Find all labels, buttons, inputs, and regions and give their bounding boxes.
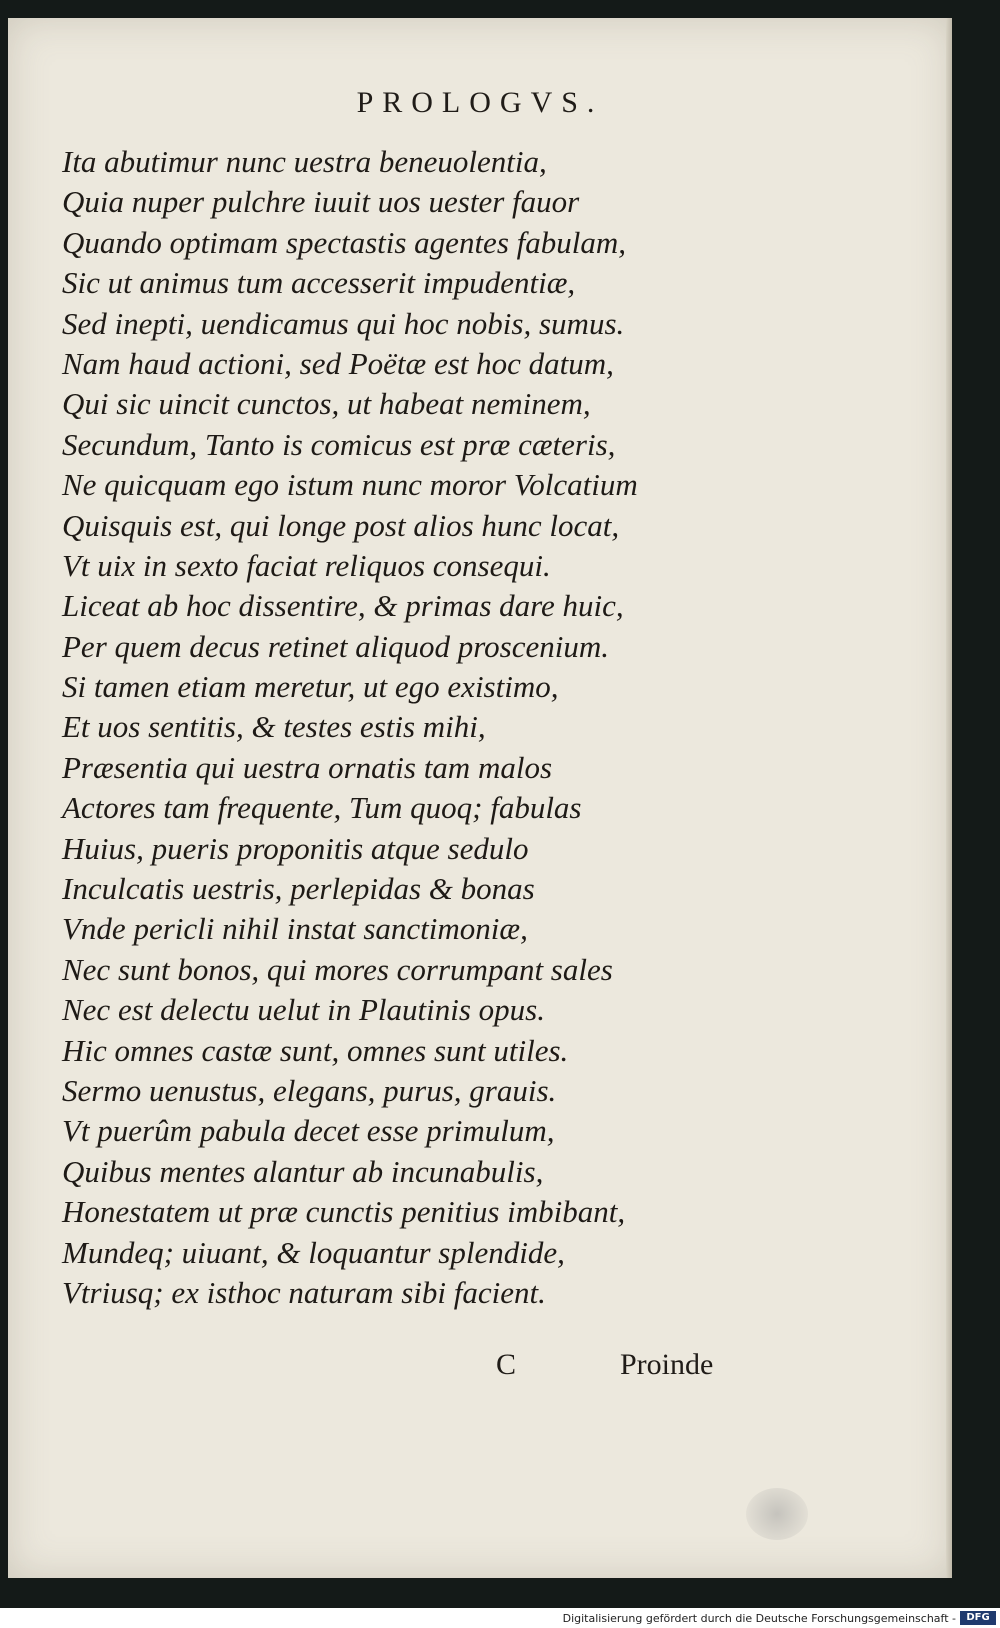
verse-text [62,142,638,1313]
verse-line: Qui sic uincit cunctos, ut habeat neminem, [62,386,591,422]
verse-line: Nec est delectu uelut in Plautinis opus. [62,992,545,1028]
verse-line: Vtriusq; ex isthoc naturam sibi facient. [62,1274,546,1310]
ink-smudge [746,1488,808,1540]
verse-line: Honestatem ut præ cunctis penitius imbibant, [62,1194,626,1230]
verse-line: Hic omnes castæ sunt, omnes sunt utiles. [62,1032,569,1068]
dfg-logo: DFG [960,1611,996,1625]
verse-line: Mundeq; uiuant, & loquantur splendide, [62,1234,565,1270]
verse-line: Sed inepti, uendicamus qui hoc nobis, sumus. [62,305,625,341]
verse-line: Actores tam frequente, Tum quoq; fabulas [62,790,582,826]
verse-line: Nec sunt bonos, qui mores corrumpant sales [62,951,613,987]
verse-line: Quibus mentes alantur ab incunabulis, [62,1153,544,1189]
verse-line: Per quem decus retinet aliquod proscenium. [62,628,609,664]
verse-line: Vnde pericli nihil instat sanctimoniæ, [62,911,528,947]
catchword: Proinde [620,1348,714,1381]
verse-line: Si tamen etiam meretur, ut ego existimo, [62,669,559,705]
verse-line: Inculcatis uestris, perlepidas & bonas [62,871,535,907]
verse-line: Vt uix in sexto faciat reliquos consequi. [62,547,551,583]
book-page [8,18,952,1578]
verse-line: Ita abutimur nunc uestra beneuolentia, [62,144,547,179]
verse-line: Quando optimam spectastis agentes fabulam, [62,224,626,260]
verse-line: Sermo uenustus, elegans, purus, grauis. [62,1072,557,1108]
verse-line: Quisquis est, qui longe post alios hunc locat, [62,507,620,543]
footer-bar [0,1608,1000,1628]
verse-line: Secundum, Tanto is comicus est præ cæteris, [62,426,616,462]
signature-mark: C [496,1348,517,1381]
verse-line: Sic ut animus tum accesserit impudentiæ, [62,265,576,301]
page-edge [946,18,952,1578]
verse-line: Quia nuper pulchre iuuit uos uester fauor [62,184,580,220]
verse-line: Ne quicquam ego istum nunc moror Volcatium [62,467,638,503]
verse-line: Vt puerûm pabula decet esse primulum, [62,1113,555,1149]
footer-credit: Digitalisierung gefördert durch die Deutsche Forschungsgemeinschaft - [562,1612,956,1625]
running-head: PROLOGVS. [356,86,604,119]
verse-line: Nam haud actioni, sed Poëtæ est hoc datum, [62,345,614,381]
verse-line: Liceat ab hoc dissentire, & primas dare huic, [62,588,624,624]
verse-line: Præsentia qui uestra ornatis tam malos [62,749,553,785]
verse-line: Huius, pueris proponitis atque sedulo [62,830,529,866]
verse-line: Et uos sentitis, & testes estis mihi, [62,709,486,745]
